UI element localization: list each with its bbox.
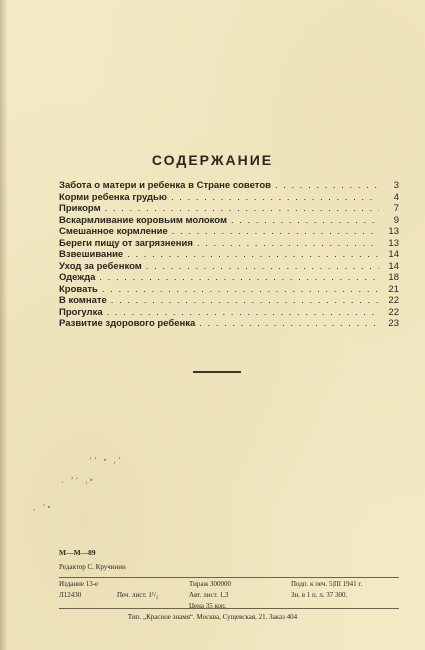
toc-entry-label: Вскармливание коровьим молоком (59, 214, 228, 226)
toc-leader-dots (127, 249, 379, 261)
toc-entry (59, 249, 399, 261)
toc-entry (59, 307, 399, 319)
toc-entry (59, 272, 399, 284)
toc-entry (59, 295, 399, 307)
toc-leader-dots (275, 180, 379, 192)
toc-leader-dots (231, 215, 379, 227)
page-spine-shadow (0, 0, 8, 650)
toc-entry-page: 7 (393, 203, 399, 214)
toc-entry-page: 23 (388, 318, 399, 329)
author-sheets: Авт. лист. 1,3 (189, 591, 229, 599)
divider-rule (193, 371, 241, 373)
toc-leader-dots (107, 307, 379, 319)
toc-entry (59, 284, 399, 296)
toc-entry (59, 180, 399, 192)
toc-leader-dots (197, 238, 379, 250)
toc-entry-page: 13 (388, 237, 399, 249)
toc-entry-page: 22 (388, 295, 399, 306)
toc-entry-page: 14 (388, 260, 399, 272)
printed-sheets: Печ. лист. 1¹/₂ (117, 591, 159, 599)
toc-leader-dots (199, 318, 379, 330)
printer-line: Тип. „Красное знамя“. Москва, Сущевская, 21. Заказ 404 (127, 613, 298, 621)
edition-number: Издание 13-е (59, 580, 99, 588)
toc-entry-label: Забота о матери и ребенка в Стране советов (59, 180, 271, 191)
toc-entry-label: Кровать (59, 283, 98, 295)
toc-leader-dots (111, 295, 379, 307)
toc-leader-dots (99, 272, 379, 284)
toc-entry-page: 3 (393, 180, 399, 191)
toc-title: СОДЕРЖАНИЕ (151, 152, 274, 168)
toc-entry-page: 13 (388, 226, 399, 237)
toc-entry-label: Прогулка (59, 306, 103, 318)
toc-entry-label: Взвешивание (59, 249, 124, 260)
ink-stain: ‚ ’• (32, 503, 52, 512)
toc-entry (59, 261, 399, 273)
characters-per-sheet: Зн. в 1 п. л. 37 300. (291, 591, 348, 599)
colophon (59, 548, 399, 614)
ink-stain: ‘’ • ‚’ (88, 456, 122, 465)
toc-leader-dots (171, 192, 379, 204)
toc-entry-label: В комнате (59, 295, 107, 306)
toc-entry-page: 14 (388, 249, 399, 260)
print-run: Тираж 300000 (189, 580, 232, 588)
publication-code: М—М—89 (59, 548, 96, 557)
table-of-contents (59, 180, 399, 330)
toc-entry (59, 318, 399, 330)
toc-leader-dots (105, 203, 379, 215)
toc-entry-label: Корми ребенка грудью (59, 191, 167, 203)
toc-entry (59, 226, 399, 238)
toc-entry-label: Развитие здорового ребенка (59, 318, 196, 329)
signed-for-print: Подп. к печ. 5|III 1941 г. (291, 580, 363, 588)
toc-entry-page: 21 (388, 283, 399, 295)
censor-number: Л12430 (59, 591, 82, 599)
toc-entry-label: Смешанное кормление (59, 226, 168, 237)
toc-entry-label: Прикорм (59, 203, 101, 214)
toc-leader-dots (172, 226, 379, 238)
toc-leader-dots (102, 284, 379, 296)
toc-entry (59, 192, 399, 204)
toc-entry-page: 9 (393, 214, 399, 226)
toc-entry (59, 238, 399, 250)
price: Цена 35 коп. (189, 602, 227, 610)
toc-entry-label: Одежда (59, 272, 96, 283)
toc-entry (59, 215, 399, 227)
toc-entry-page: 4 (393, 191, 399, 203)
toc-entry-label: Береги пищу от загрязнения (59, 237, 193, 249)
toc-entry-label: Уход за ребенком (59, 260, 142, 272)
toc-entry-page: 22 (388, 306, 399, 318)
ink-stain: . ’‘ ‚• (60, 476, 94, 485)
colophon-rule (59, 608, 399, 609)
toc-entry-page: 18 (388, 272, 399, 283)
toc-leader-dots (146, 261, 379, 273)
editor-credit: Редактор С. Кручинин (59, 563, 126, 571)
toc-entry (59, 203, 399, 215)
